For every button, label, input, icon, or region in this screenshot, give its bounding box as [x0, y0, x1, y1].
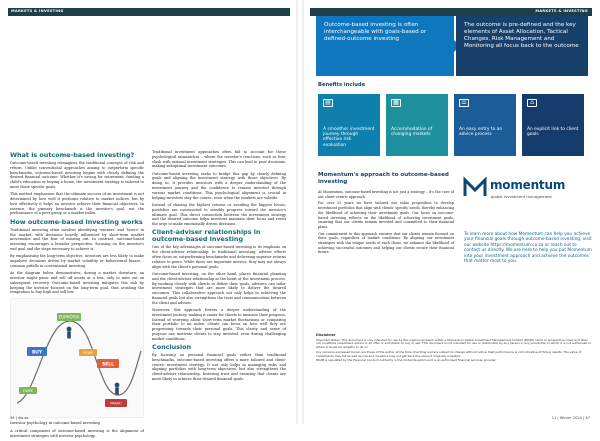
- left-page: [0, 0, 296, 438]
- paragraph: One of the key advantages of outcome-based investing is its emphasis on the client-adviser relationship. In traditional investing, adviser efforts often focus on outperforming benchmarks and delivering superior returns relative to peers. While these are important metrics, they may not always align with the client's personal goals.: [152, 245, 286, 269]
- disclaimer-paragraph: Any opinions expressed herein are those of the author at the time of writing and are subject to change without notice. Past performance is not indicative of future results. The value of investments may fall as well as rise and investors may not get back the amount originally invested.: [316, 349, 582, 358]
- disclaimer: [316, 334, 592, 364]
- paragraph: Traditional investment approaches often fail to account for these psychological mismatches – where the investor's reactions, such as fear, clash with rational investment strategies. This can lead to poor decisions, making suboptimal investment outcomes.: [152, 150, 286, 169]
- investor-figure-icon: [67, 327, 72, 339]
- paragraph: Moreover, this approach fosters a deeper understanding of the investment journey, making it easier for clients to measure their progress. Instead of worrying about short-term market fluctuations or comparing their portfolio to an index, clients can focus on how well they are progressing towards their personal goals. This clarity and sense of purpose can motivate clients to stay invested, even during challenging market conditions.: [152, 308, 286, 341]
- disclaimer-paragraph: MGIM is regulated by the Financial Conduct Authority in the United Kingdom and is an authorised financial services provider.: [316, 358, 497, 363]
- benefit-card-risk: [318, 94, 380, 156]
- paragraph: Outcome-based investing seeks to bridge this gap by clearly defining goals and aligning the investment strategy with those objectives. By doing so, it provides investors with a deeper understanding of the investment journey and the confidence to remain invested through various market conditions. This psychological alignment is crucial in helping investors stay the course, even when the markets are volatile.: [152, 171, 286, 200]
- paragraph: This method emphasises that the ultimate success of an investment is not determined by how well it performs relative to market indices, but by how effectively it helps an investor achieve their financial objectives. In essence, the primary benchmark is the investor's goal, not the performance of a peer group or a market index.: [10, 192, 144, 216]
- heading-what-is: What is outcome-based investing?: [10, 151, 135, 159]
- list-icon: ☰: [459, 99, 469, 107]
- paragraph: Our commitment to this approach ensures that our clients remain focused on their goals, regardless of market conditions. By aligning our investment strategies with the unique needs of each client, we enhance the likelihood of achieving successful outcomes and helping our clients secure their financial future.: [318, 231, 454, 255]
- paragraph: By focusing on personal financial goals rather than traditional benchmarks, outcome-based investing offers a more tailored and client-centric investment strategy. It not only helps in managing risks and aligning portfolios with long-term objectives, but also strengthens the client-adviser relationship, fostering trust and ensuring that clients are more likely to achieve their desired financial goals.: [152, 353, 286, 382]
- heading-how-works: How outcome-based investing works: [10, 217, 143, 226]
- paragraph: For over 25 years we have tailored our value proposition to develop investment portfolios that align with clients' specific needs, thereby enhancing the likelihood of achieving their investment goals. Our focus on outcome-based investing reflects on the likelihood of achieving investment goals, ensuring that our clients remain invested and committed to their financial plans.: [318, 201, 454, 229]
- momentum-logo: [464, 176, 588, 224]
- paragraph: A critical component of outcome-based investing is the alignment of investment strategies with investor psychology.: [10, 428, 144, 438]
- logo-wordmark: momentum: [490, 178, 566, 192]
- section-header: MARKETS & INVESTING: [11, 9, 64, 13]
- grid-icon: ▦: [391, 99, 401, 107]
- paragraph: Outcome-based investing, on the other hand, places financial planning and the client-adviser relationship at the heart of the investment process. By working closely with clients to define their goals, advisers can tailor investment strategies that are more likely to deliver the desired outcomes. This collaborative approach not only helps in achieving the financial goals but also strengthens the trust and communication between the client and adviser.: [152, 271, 286, 305]
- paragraph: As the diagram below demonstrates, during a market downturn, an investor might panic and sell off assets at a loss, only to miss out on subsequent recovery. Outcome-based investing mitigates this risk by keeping the investor focused on the long-term goal, thus avoiding the temptation to buy high and sell low.: [10, 271, 144, 295]
- psychology-curve: [11, 299, 145, 419]
- disclaimer-paragraph: Important Notes: This document is only intended for use by the original recipient, either a Momentum Global Investment Management Limited (MGIM) client or prospective client and does not constitute investment advice or an offer or solicitation to buy or sell. This document is not intended for use or distribution by any person in any jurisdiction in which it is not authorised or where it would be unlawful to do so.: [316, 337, 592, 350]
- label-sell: SELL: [102, 362, 114, 368]
- logo-subtitle: global investment management: [491, 194, 552, 199]
- outcome-text: The outcome is pre-defined and the key elements of Asset Allocation, Tactical Changes, Risk Management and Monitoring all focus back to the outcome: [464, 22, 579, 49]
- section-header: MARKETS & INVESTING: [535, 9, 588, 13]
- page-footer-left: 44 | dw sa: [10, 416, 29, 420]
- left-column-1: [10, 150, 144, 441]
- label-hope: HOPE: [23, 389, 33, 394]
- figure-caption: Investor psychology in outcome-based investing: [10, 421, 100, 426]
- paragraph: By emphasising the long-term objective, investors are less likely to make impulsive decisions driven by market volatility or behavioural biases – common pitfalls in conventional investing.: [10, 254, 144, 268]
- benefit-card-goals: [522, 94, 584, 156]
- benefits-title: Benefits include: [318, 82, 366, 88]
- home-icon: ⌂: [527, 99, 537, 107]
- outcome-callout: [456, 16, 588, 76]
- definition-text: Outcome-based investing is often interchangeable with goals-based or defined-outcome investing: [324, 22, 427, 42]
- panicked-figure-icon: [115, 383, 120, 395]
- label-euphoria: EUPHORIA: [58, 314, 80, 320]
- paragraph: Outcome-based investing reimagines the traditional concepts of risk and return. Unlike conventional approaches aiming to outperform specific benchmarks, outcome-based investing begins with clearly defining the desired financial outcome. Whether it's saving for retirement, funding a child's education or buying a home, the investment strategy is tailored to meet those specific goals.: [10, 161, 144, 189]
- left-column-2: [152, 150, 286, 384]
- disclaimer-title: Disclaimer: [316, 333, 336, 337]
- benefit-text: A smoother investment journey through effective risk evaluation: [323, 127, 375, 148]
- benefit-text: An easy entry to an advice process: [459, 127, 503, 138]
- paragraph: Traditional investing often involves identifying 'winners' and 'losers' in the market, with decisions heavily influenced by short-term market movements and the fear of missing out. In contrast, outcome-based investing encourages a broader perspective, focusing on the investor's end goal and the steps necessary to achieve it.: [10, 227, 144, 251]
- label-fear: FEAR: [83, 351, 93, 356]
- heading-client-adviser: Client-adviser relationships in outcome-based investing: [152, 228, 261, 244]
- investor-psychology-illustration: [10, 298, 144, 418]
- chart-icon: ▤: [323, 99, 333, 107]
- label-panic: PANIC: [110, 400, 122, 406]
- benefit-card-advice: [454, 94, 516, 156]
- right-page: [304, 0, 600, 424]
- momentum-approach-text: [318, 190, 454, 257]
- promo-text: To learn more about how Momentum can help you achieve your financial goals through outcome-based investing, visit our website https://momentum.co.za or reach out to contact us directly. We are here to help you put Momentum into your investment approach and achieve the outcomes that matter most to you.: [464, 232, 592, 265]
- benefit-text: Accommodation of changing markets: [391, 127, 433, 138]
- definition-callout: [316, 16, 454, 76]
- benefit-card-markets: [386, 94, 448, 156]
- page-footer-right: 11 | Winter 2024 | 47: [551, 416, 590, 420]
- paragraph: Instead of chasing the highest returns or avoiding the biggest losses, portfolios are constructed to steadily progress toward the investor's ultimate goal. This direct connection between the investment strategy and the desired outcome helps investors maintain their focus and resist the urge to make emotionally driven decisions.: [152, 202, 286, 227]
- paragraph: At Momentum, outcome-based investing is not just a strategy – it's the core of our client-centric approach.: [318, 190, 454, 199]
- page-gutter: [296, 0, 304, 424]
- benefit-text: An explicit link to client goals: [527, 127, 579, 138]
- heading-conclusion: Conclusion: [152, 343, 192, 352]
- momentum-approach-title: Momentum's approach to outcome-based investing: [318, 172, 449, 185]
- momentum-m-icon: [464, 176, 486, 198]
- label-buy: BUY: [31, 350, 43, 356]
